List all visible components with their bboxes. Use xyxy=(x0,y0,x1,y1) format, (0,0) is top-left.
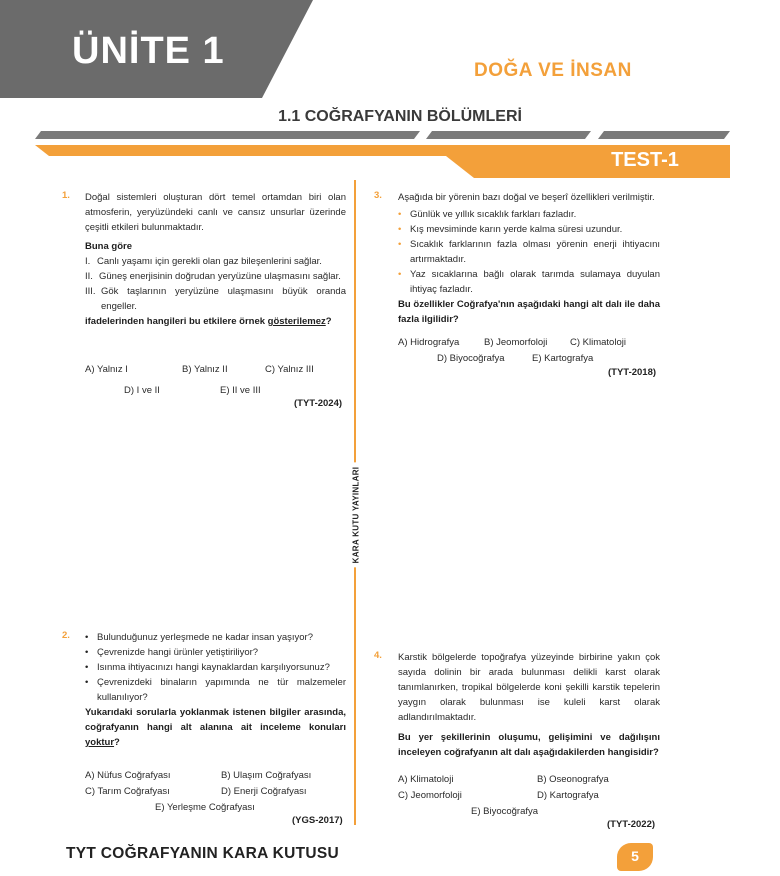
answer-option[interactable]: D) Enerji Coğrafyası xyxy=(221,786,307,797)
answer-option[interactable]: A) Hidrografya xyxy=(398,337,460,348)
side-brand-text: KARA KUTU YAYINLARI xyxy=(352,463,361,568)
exam-tag: (TYT-2018) xyxy=(608,367,657,378)
answer-option[interactable]: A) Nüfus Coğrafyası xyxy=(85,770,171,781)
question-4 xyxy=(398,650,660,760)
list-item: • Çevrenizde hangi ürünler yetiştiriliyor? xyxy=(85,647,259,658)
list-item: • Isınma ihtiyacınızı hangi kaynaklardan karşılıyorsunuz? xyxy=(85,662,330,673)
question-stem: Karstik bölgelerde topoğrafya yüzeyinde birbirine yakın çok sayıda dolinin bir arada bulunması delikli karst olarak tanımlanırken, tropikal bölgelerde koni şekilli karstik tepelerin yaygın olarak bulunması ise kuleli karst olarak adlandırılmaktadır. xyxy=(398,652,660,723)
exam-tag: (YGS-2017) xyxy=(292,815,343,826)
side-brand xyxy=(331,460,381,570)
list-item: • Bulunduğunuz yerleşmede ne kadar insan yaşıyor? xyxy=(85,632,313,643)
question-prompt: Yukarıdaki sorularla yoklanmak istenen bilgiler arasında, coğrafyanın hangi alt alanına ait inceleme konuları yoktur? xyxy=(85,707,346,748)
question-1 xyxy=(85,190,346,329)
list-item: • Sıcaklık farklarının fazla olması yörenin enerji ihtiyacını artırmaktadır. xyxy=(398,239,660,265)
question-prompt: ifadelerinden hangileri bu etkilere örnek gösterilemez? xyxy=(85,316,332,327)
statement-item: I. Canlı yaşamı için gerekli olan gaz bileşenlerini sağlar. xyxy=(85,256,322,267)
answer-option[interactable]: C) Yalnız III xyxy=(265,364,314,375)
answer-option[interactable]: E) Yerleşme Coğrafyası xyxy=(155,802,255,813)
answer-option[interactable]: C) Klimatoloji xyxy=(570,337,626,348)
question-stem: Doğal sistemleri oluşturan dört temel ortamdan biri olan atmosferin, yeryüzündeki canlı ve cansız unsurlar üzerinde çeşitli etkileri bulunmaktadır. xyxy=(85,192,346,233)
question-stem: Aşağıda bir yörenin bazı doğal ve beşerî özellikleri verilmiştir. xyxy=(398,192,655,203)
header-stripe xyxy=(598,131,730,139)
statement-item: II. Güneş enerjisinin doğrudan yeryüzüne ulaşmasını sağlar. xyxy=(85,271,341,282)
answer-option[interactable]: A) Yalnız I xyxy=(85,364,128,375)
question-number: 1. xyxy=(62,190,70,201)
theme-title: DOĞA VE İNSAN xyxy=(474,60,632,81)
question-prompt: Bu yer şekillerinin oluşumu, gelişimini ve dağılışını inceleyen coğrafyanın alt dalı aşağıdakilerden hangisidir? xyxy=(398,732,660,758)
question-number: 3. xyxy=(374,190,382,201)
question-3 xyxy=(398,190,660,327)
statement-item: III. Gök taşlarının yeryüzüne ulaşmasını büyük oranda engeller. xyxy=(85,286,346,312)
answer-option[interactable]: E) II ve III xyxy=(220,385,261,396)
bullet-list xyxy=(85,630,346,705)
answer-option[interactable]: B) Jeomorfoloji xyxy=(484,337,548,348)
exam-tag: (TYT-2022) xyxy=(607,819,656,830)
answer-option[interactable]: D) Kartografya xyxy=(537,790,599,801)
question-2 xyxy=(85,630,346,750)
question-number: 4. xyxy=(374,650,382,661)
answer-option[interactable]: E) Biyocoğrafya xyxy=(471,806,539,817)
question-prompt: Bu özellikler Coğrafya'nın aşağıdaki hangi alt dalı ile daha fazla ilgilidir? xyxy=(398,299,660,325)
question-number: 2. xyxy=(62,630,70,641)
answer-option[interactable]: D) I ve II xyxy=(124,385,160,396)
page-number: 5 xyxy=(631,848,639,864)
header-stripe xyxy=(35,131,420,139)
answer-option[interactable]: C) Tarım Coğrafyası xyxy=(85,786,170,797)
answer-option[interactable]: B) Ulaşım Coğrafyası xyxy=(221,770,312,781)
statement-list xyxy=(85,254,346,314)
section-title: 1.1 COĞRAFYANIN BÖLÜMLERİ xyxy=(278,108,522,125)
list-item: • Yaz sıcaklarına bağlı olarak tarımda sulamaya duyulan ihtiyaç fazladır. xyxy=(398,269,660,295)
answer-option[interactable]: D) Biyocoğrafya xyxy=(437,353,505,364)
list-item: • Kış mevsiminde karın yerde kalma süresi uzundur. xyxy=(398,224,623,235)
list-item: • Günlük ve yıllık sıcaklık farkları fazladır. xyxy=(398,209,577,220)
list-item: • Çevrenizdeki binaların yapımında ne tür malzemeler kullanılıyor? xyxy=(85,677,346,703)
answer-option[interactable]: B) Oseonografya xyxy=(537,774,609,785)
exam-tag: (TYT-2024) xyxy=(294,398,343,409)
question-lead: Buna göre xyxy=(85,241,132,252)
test-label: TEST-1 xyxy=(611,149,679,171)
answer-option[interactable]: C) Jeomorfoloji xyxy=(398,790,462,801)
header-stripe xyxy=(426,131,591,139)
answer-option[interactable]: E) Kartografya xyxy=(532,353,594,364)
answer-option[interactable]: A) Klimatoloji xyxy=(398,774,454,785)
bullet-list xyxy=(398,207,660,297)
book-title: TYT COĞRAFYANIN KARA KUTUSU xyxy=(66,845,340,862)
answer-option[interactable]: B) Yalnız II xyxy=(182,364,228,375)
unit-title: ÜNİTE 1 xyxy=(72,30,225,72)
